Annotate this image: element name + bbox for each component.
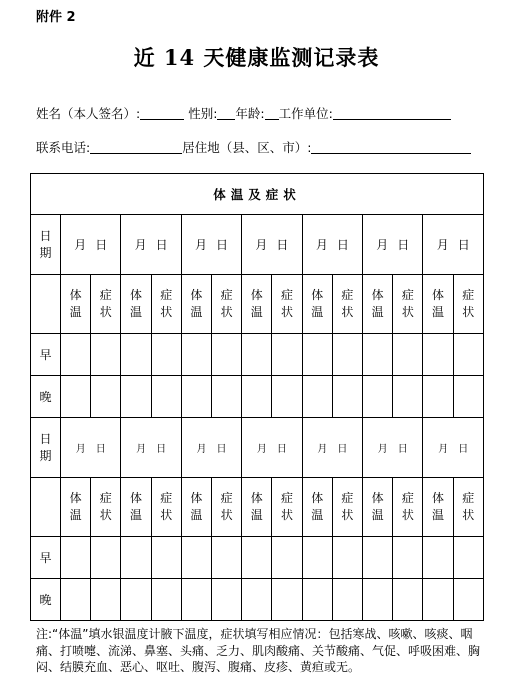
date-cell[interactable]: 月 日 xyxy=(363,215,423,275)
entry-cell[interactable] xyxy=(332,579,362,621)
date-cell[interactable]: 月 日 xyxy=(121,215,181,275)
phone-field[interactable] xyxy=(90,140,182,154)
temp-header: 体温 xyxy=(181,275,211,334)
temp-header: 体温 xyxy=(423,275,453,334)
temp-header: 体温 xyxy=(242,478,272,537)
subheader-row-2 xyxy=(31,478,484,537)
entry-cell[interactable] xyxy=(363,334,393,376)
date-cell[interactable]: 月 日 xyxy=(423,215,484,275)
entry-cell[interactable] xyxy=(121,537,151,579)
entry-cell[interactable] xyxy=(212,334,242,376)
symptom-header: 症状 xyxy=(212,478,242,537)
date-cell[interactable]: 月 日 xyxy=(121,418,181,478)
date-cell[interactable]: 月 日 xyxy=(61,215,121,275)
entry-cell[interactable] xyxy=(212,537,242,579)
entry-cell[interactable] xyxy=(91,376,121,418)
entry-cell[interactable] xyxy=(393,334,423,376)
entry-cell[interactable] xyxy=(393,537,423,579)
entry-cell[interactable] xyxy=(61,537,91,579)
symptom-header: 症状 xyxy=(393,478,423,537)
entry-cell[interactable] xyxy=(302,376,332,418)
entry-cell[interactable] xyxy=(91,579,121,621)
entry-cell[interactable] xyxy=(242,537,272,579)
entry-cell[interactable] xyxy=(363,376,393,418)
date-label: 日期 xyxy=(31,215,61,275)
evening-label: 晚 xyxy=(31,579,61,621)
entry-cell[interactable] xyxy=(302,537,332,579)
entry-cell[interactable] xyxy=(423,334,453,376)
entry-cell[interactable] xyxy=(121,376,151,418)
entry-cell[interactable] xyxy=(151,334,181,376)
address-label: 居住地（县、区、市）: xyxy=(182,140,312,155)
temp-header: 体温 xyxy=(363,478,393,537)
entry-cell[interactable] xyxy=(212,376,242,418)
date-cell[interactable]: 月 日 xyxy=(363,418,423,478)
date-cell[interactable]: 月 日 xyxy=(181,215,241,275)
entry-cell[interactable] xyxy=(453,334,483,376)
phone-label: 联系电话: xyxy=(36,140,91,155)
evening-row-2 xyxy=(31,579,484,621)
date-cell[interactable]: 月 日 xyxy=(181,418,241,478)
entry-cell[interactable] xyxy=(272,579,302,621)
temp-header: 体温 xyxy=(61,275,91,334)
symptom-header: 症状 xyxy=(91,478,121,537)
date-cell[interactable]: 月 日 xyxy=(61,418,121,478)
morning-row-2 xyxy=(31,537,484,579)
temp-header: 体温 xyxy=(242,275,272,334)
entry-cell[interactable] xyxy=(61,376,91,418)
entry-cell[interactable] xyxy=(121,334,151,376)
entry-cell[interactable] xyxy=(423,376,453,418)
address-field[interactable] xyxy=(311,140,471,154)
table-header-row xyxy=(31,174,484,215)
subheader-row-1 xyxy=(31,275,484,334)
form-line-1 xyxy=(36,104,451,122)
entry-cell[interactable] xyxy=(181,334,211,376)
temp-header: 体温 xyxy=(61,478,91,537)
entry-cell[interactable] xyxy=(151,579,181,621)
empty-cell xyxy=(31,275,61,334)
entry-cell[interactable] xyxy=(453,537,483,579)
symptom-header: 症状 xyxy=(332,478,362,537)
temp-header: 体温 xyxy=(181,478,211,537)
symptom-header: 症状 xyxy=(453,478,483,537)
gender-field[interactable] xyxy=(217,106,235,120)
entry-cell[interactable] xyxy=(363,537,393,579)
entry-cell[interactable] xyxy=(302,334,332,376)
attachment-label: 附件 2 xyxy=(36,10,76,25)
entry-cell[interactable] xyxy=(242,376,272,418)
entry-cell[interactable] xyxy=(181,579,211,621)
form-line-2 xyxy=(36,138,471,156)
entry-cell[interactable] xyxy=(91,334,121,376)
entry-cell[interactable] xyxy=(332,376,362,418)
entry-cell[interactable] xyxy=(332,537,362,579)
entry-cell[interactable] xyxy=(423,579,453,621)
temp-header: 体温 xyxy=(302,275,332,334)
evening-row-1 xyxy=(31,376,484,418)
symptom-header: 症状 xyxy=(332,275,362,334)
symptom-header: 症状 xyxy=(91,275,121,334)
table-header: 体温及症状 xyxy=(31,174,484,215)
date-cell[interactable]: 月 日 xyxy=(242,215,302,275)
entry-cell[interactable] xyxy=(181,537,211,579)
morning-label: 早 xyxy=(31,334,61,376)
symptom-header: 症状 xyxy=(272,275,302,334)
name-label: 姓名（本人签名）: xyxy=(36,106,141,121)
entry-cell[interactable] xyxy=(212,579,242,621)
entry-cell[interactable] xyxy=(393,579,423,621)
empty-cell xyxy=(31,478,61,537)
symptom-header: 症状 xyxy=(272,478,302,537)
symptom-header: 症状 xyxy=(393,275,423,334)
temp-header: 体温 xyxy=(121,275,151,334)
entry-cell[interactable] xyxy=(393,376,423,418)
symptom-header: 症状 xyxy=(453,275,483,334)
date-cell[interactable]: 月 日 xyxy=(423,418,484,478)
temp-header: 体温 xyxy=(363,275,393,334)
entry-cell[interactable] xyxy=(272,334,302,376)
entry-cell[interactable] xyxy=(181,376,211,418)
entry-cell[interactable] xyxy=(423,537,453,579)
symptom-header: 症状 xyxy=(151,478,181,537)
evening-label: 晚 xyxy=(31,376,61,418)
date-cell[interactable]: 月 日 xyxy=(242,418,302,478)
date-cell[interactable]: 月 日 xyxy=(302,418,362,478)
temp-header: 体温 xyxy=(121,478,151,537)
entry-cell[interactable] xyxy=(151,376,181,418)
entry-cell[interactable] xyxy=(302,579,332,621)
name-field[interactable] xyxy=(140,106,184,120)
entry-cell[interactable] xyxy=(61,334,91,376)
entry-cell[interactable] xyxy=(453,579,483,621)
entry-cell[interactable] xyxy=(332,334,362,376)
date-row-2 xyxy=(31,418,484,478)
entry-cell[interactable] xyxy=(151,537,181,579)
symptom-header: 症状 xyxy=(212,275,242,334)
age-field[interactable] xyxy=(265,106,279,120)
date-cell[interactable]: 月 日 xyxy=(302,215,362,275)
symptom-header: 症状 xyxy=(151,275,181,334)
entry-cell[interactable] xyxy=(272,376,302,418)
footnote: 注:“体温”填水银温度计腋下温度，症状填写相应情况：包括寒战、咳嗽、咳痰、咽痛、打喷嚏、流涕、鼻塞、头痛、乏力、肌肉酸痛、关节酸痛、气促、呼吸困难、胸闷、结膜充血、恶心、呕吐、腹泻、腹痛、皮疹、黄疸或无。 xyxy=(36,627,481,674)
temp-header: 体温 xyxy=(302,478,332,537)
entry-cell[interactable] xyxy=(453,376,483,418)
entry-cell[interactable] xyxy=(242,579,272,621)
entry-cell[interactable] xyxy=(242,334,272,376)
work-label: 工作单位: xyxy=(278,106,333,121)
gender-label: 性别: xyxy=(188,106,218,121)
date-row-1 xyxy=(31,215,484,275)
date-label: 日期 xyxy=(31,418,61,478)
page-title: 近 14 天健康监测记录表 xyxy=(133,45,380,70)
entry-cell[interactable] xyxy=(61,579,91,621)
entry-cell[interactable] xyxy=(121,579,151,621)
entry-cell[interactable] xyxy=(272,537,302,579)
morning-label: 早 xyxy=(31,537,61,579)
work-field[interactable] xyxy=(333,106,451,120)
age-label: 年龄: xyxy=(235,106,265,121)
entry-cell[interactable] xyxy=(91,537,121,579)
health-record-table xyxy=(30,173,484,621)
temp-header: 体温 xyxy=(423,478,453,537)
entry-cell[interactable] xyxy=(363,579,393,621)
morning-row-1 xyxy=(31,334,484,376)
